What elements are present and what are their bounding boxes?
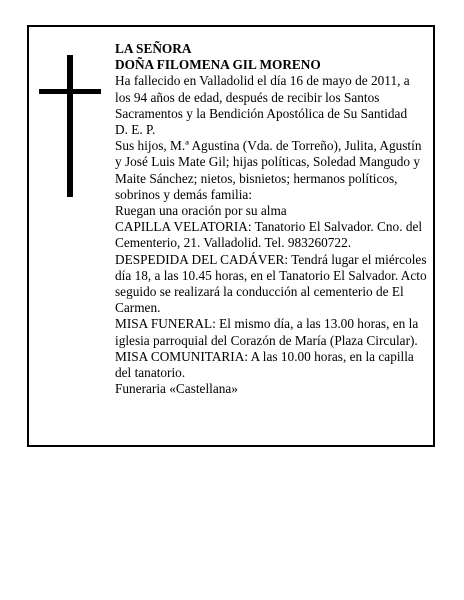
- funeral-mass: MISA FUNERAL: El mismo día, a las 13.00 horas, en la iglesia parroquial del Corazón de María (Plaza Circular).: [115, 316, 419, 348]
- obituary-notice: [27, 25, 435, 447]
- farewell-details: DESPEDIDA DEL CADÁVER: Tendrá lugar el miércoles día 18, a las 10.45 horas, en el Tanatorio El Salvador. Acto seguido se realizará la conducción al cementerio de El Carmen.: [115, 251, 427, 316]
- dep-line: D. E. P.: [115, 122, 156, 138]
- funeral-home: Funeraria «Castellana»: [115, 381, 238, 397]
- death-announcement: Ha fallecido en Valladolid el día 16 de mayo de 2011, a los 94 años de edad, después de recibir los Santos Sacramentos y la Bendición Apostólica de Su Santidad: [115, 73, 410, 121]
- wake-location: CAPILLA VELATORIA: Tanatorio El Salvador. Cno. del Cementerio, 21. Valladolid. Tel. 983260722.: [115, 219, 423, 251]
- notice-text: [115, 41, 427, 397]
- cross-vertical-bar: [67, 55, 73, 197]
- cross-horizontal-bar: [39, 89, 101, 94]
- notice-title-line1: LA SEÑORA: [115, 41, 192, 56]
- prayer-request: Ruegan una oración por su alma: [115, 203, 287, 219]
- community-mass: MISA COMUNITARIA: A las 10.00 horas, en la capilla del tanatorio.: [115, 348, 414, 381]
- notice-title-name: DOÑA FILOMENA GIL MORENO: [115, 57, 321, 73]
- cross-icon: [39, 55, 101, 197]
- family-list: Sus hijos, M.ª Agustina (Vda. de Torreño), Julita, Agustín y José Luis Mate Gil; hijas políticas, Soledad Mangudo y Maite Sánchez; nietos, bisnietos; hermanos políticos, sobrinos y demás familia:: [115, 138, 422, 202]
